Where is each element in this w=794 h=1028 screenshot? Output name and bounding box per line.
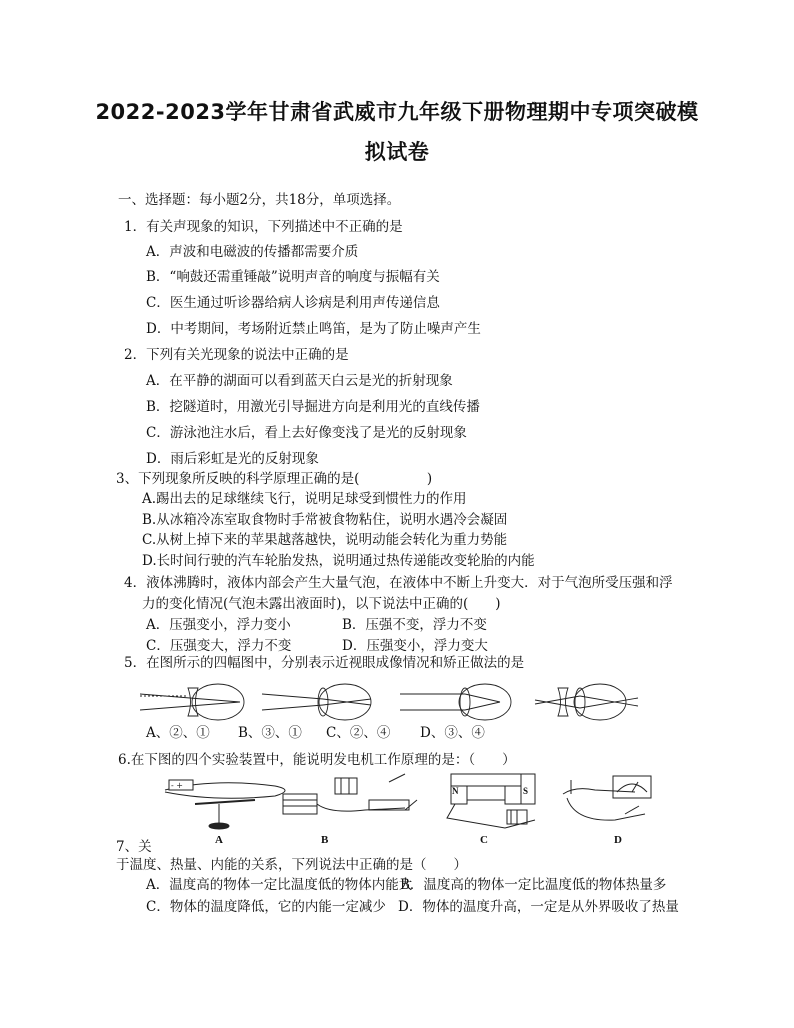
question-3-option-b: B.从冰箱冷冻室取食物时手常被食物粘住，说明水遇冷会凝固	[142, 512, 508, 528]
apparatus-label-a: A	[215, 834, 223, 846]
apparatus-label-c: C	[480, 834, 488, 846]
question-3-option-a: A.踢出去的足球继续飞行，说明足球受到惯性力的作用	[142, 491, 467, 507]
question-7-stem-line-2: 于温度、热量、内能的关系，下列说法中正确的是（ ）	[116, 857, 467, 873]
eye-diagram-4	[535, 684, 638, 720]
question-4-stem-line-2: 力的变化情况(气泡未露出液面时)，以下说法中正确的( )	[142, 596, 501, 612]
question-5-stem: 5．在图所示的四幅图中，分别表示近视眼成像情况和矫正做法的是	[124, 655, 525, 671]
question-1-option-c: C．医生通过听诊器给病人诊病是利用声传递信息	[146, 295, 440, 311]
question-6-stem: 6.在下图的四个实验装置中，能说明发电机工作原理的是：（ ）	[118, 752, 516, 768]
question-4-option-b: B．压强不变，浮力不变	[342, 617, 487, 633]
question-7-option-c: C．物体的温度降低，它的内能一定减少	[146, 899, 386, 915]
question-3-option-c: C.从树上掉下来的苹果越落越快，说明动能会转化为重力势能	[142, 532, 508, 548]
question-7-option-d: D．物体的温度升高，一定是从外界吸收了热量	[398, 899, 679, 915]
question-2-option-c: C．游泳池注水后，看上去好像变浅了是光的反射现象	[146, 425, 467, 441]
question-3-option-d: D.长时间行驶的汽车轮胎发热，说明通过热传递能改变轮胎的内能	[142, 553, 535, 569]
eye-diagram-3	[400, 684, 511, 720]
apparatus-label-b: B	[321, 834, 329, 846]
apparatus-a	[165, 780, 285, 829]
question-1-option-a: A．声波和电磁波的传播都需要介质	[146, 244, 359, 260]
question-2-option-b: B．挖隧道时，用激光引导掘进方向是利用光的直线传播	[146, 399, 480, 415]
eye-diagram-2	[262, 684, 371, 720]
eye-diagram-1	[140, 684, 244, 720]
question-5-option-a: A、②、①	[146, 725, 210, 741]
question-1-stem: 1．有关声现象的知识，下列描述中不正确的是	[124, 219, 403, 235]
question-3-stem: 3、下列现象所反映的科学原理正确的是( )	[116, 471, 433, 487]
question-4-option-c: C．压强变大，浮力不变	[146, 638, 292, 654]
question-5-option-d: D、③、④	[420, 725, 485, 741]
magnet-pole-s: S	[523, 786, 529, 796]
question-2-option-d: D．雨后彩虹是光的反射现象	[146, 451, 319, 467]
question-5-option-b: B、③、①	[238, 725, 302, 741]
question-7-option-b: B．温度高的物体一定比温度低的物体热量多	[400, 877, 667, 893]
question-1-option-d: D．中考期间，考场附近禁止鸣笛，是为了防止噪声产生	[146, 321, 481, 337]
question-1-option-b: B．“响鼓还需重锤敲”说明声音的响度与振幅有关	[146, 269, 440, 285]
experiment-apparatus-figure	[155, 770, 655, 846]
question-4-option-a: A．压强变小，浮力变小	[146, 617, 291, 633]
question-5-option-c: C、②、④	[326, 725, 391, 741]
question-2-stem: 2．下列有关光现象的说法中正确的是	[124, 347, 349, 363]
section-heading: 一、选择题：每小题2分，共18分，单项选择。	[118, 192, 401, 208]
question-2-option-a: A．在平静的湖面可以看到蓝天白云是光的折射现象	[146, 373, 453, 389]
apparatus-label-d: D	[614, 834, 622, 846]
apparatus-b	[283, 774, 417, 814]
svg-text:- +: - +	[171, 781, 183, 790]
question-7-option-a: A．温度高的物体一定比温度低的物体内能大	[146, 877, 413, 893]
magnet-pole-n: N	[452, 786, 459, 796]
question-7-stem-line-1: 7、关	[116, 839, 152, 855]
question-4-option-d: D．压强变小，浮力变大	[342, 638, 488, 654]
apparatus-d	[563, 776, 651, 820]
exam-title-line-1: 2022-2023学年甘肃省武威市九年级下册物理期中专项突破模	[95, 100, 699, 124]
apparatus-c	[447, 774, 535, 828]
question-4-stem-line-1: 4．液体沸腾时，液体内部会产生大量气泡，在液体中不断上升变大．对于气泡所受压强和浮	[124, 575, 673, 591]
eye-diagrams-figure	[140, 680, 640, 724]
exam-title-line-2: 拟试卷	[364, 140, 430, 164]
